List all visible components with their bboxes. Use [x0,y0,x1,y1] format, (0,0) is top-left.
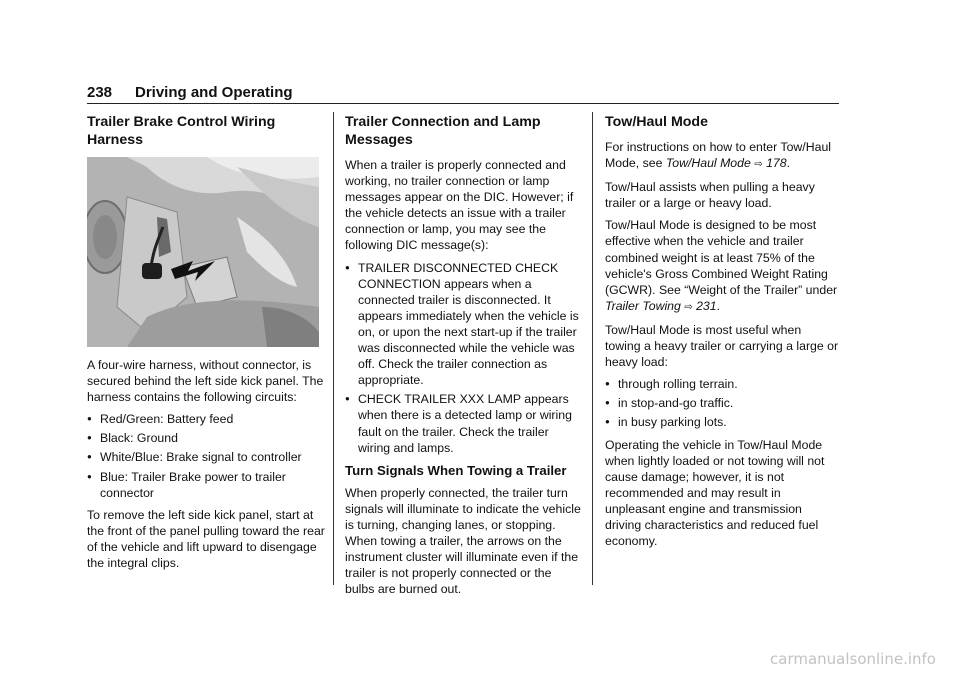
heading-turn-signals: Turn Signals When Towing a Trailer [345,462,567,478]
xref-link[interactable]: Trailer Towing [605,298,681,313]
xref-link[interactable]: Tow/Haul Mode [665,156,751,171]
column-divider [333,112,334,585]
section-title: Driving and Operating [135,84,293,101]
list-item: ● TRAILER DISCONNECTED CHECK CONNECTION appears when a connected trailer is disconnected. It appears immediately when the vehicle is on, or upon the next start-up if the trailer was disconnected while the vehicle was off. Check the trailer connection as appropriate. [345,260,583,389]
list-item: ● through rolling terrain. [605,376,839,392]
list-item: ● CHECK TRAILER XXX LAMP appears when there is a detected lamp or wiring fault on the trailer. Check the trailer wiring and lamps. [345,391,583,455]
tow-haul-design: Tow/Haul Mode is designed to be most effective when the vehicle and trailer combined weight is at least 75% of the vehicle's Gross Combined Weight Rating (GCWR). See “Weight of the Trailer” under Trailer Towing ⇨ 231. [605,218,838,313]
watermark: carmanualsonline.info [770,650,936,668]
list-item: ● White/Blue: Brake signal to controller [87,449,325,465]
page-ref-icon: ⇨ [754,159,763,171]
dic-message-list [345,260,583,456]
kick-panel-illustration [87,157,319,347]
xref-page[interactable]: 178 [766,156,787,171]
list-item: ● in busy parking lots. [605,414,839,430]
conditions-list [605,376,839,430]
removal-instructions: To remove the left side kick panel, start at the front of the panel pulling toward the rear of the vehicle and lift upward to disengage the integral clips. [87,507,325,571]
page-ref-icon: ⇨ [684,301,693,313]
lamp-intro: When a trailer is properly connected and working, no trailer connection or lamp messages appear on the DIC. However; if the vehicle detects an issue with a trailer connection or lamp, you may see the following DIC message(s): [345,158,574,253]
xref-page[interactable]: 231 [696,298,717,313]
tow-haul-useful: Tow/Haul Mode is most useful when towing a heavy trailer or carrying a large or heavy load: [605,322,839,370]
text-run: For instructions on how to enter Tow/Haul Mode, see [605,140,832,171]
page-header [87,84,839,104]
column-wiring-harness [87,113,325,577]
heading-tow-haul: Tow/Haul Mode [605,114,708,130]
page-number: 238 [87,84,113,101]
harness-intro: A four-wire harness, without connector, is secured behind the left side kick panel. The harness contains the following circuits: [87,358,324,405]
list-item: ● in stop-and-go traffic. [605,395,839,411]
turn-signal-text: When properly connected, the trailer turn signals will illuminate to indicate the vehicle is turning, changing lanes, or stopping. When towing a trailer, the arrows on the instrument cluster will illuminate even if the trailer is not properly connected or the bulbs are burned out. [345,485,581,597]
column-lamp-messages [345,113,583,603]
header-rule [87,103,839,104]
column-divider [592,112,593,585]
circuit-list [87,411,325,500]
list-item: ● Blue: Trailer Brake power to trailer connector [87,469,325,501]
list-item: ● Red/Green: Battery feed [87,411,325,427]
heading-wiring-harness: Trailer Brake Control Wiring Harness [87,114,276,148]
tow-haul-assist: Tow/Haul assists when pulling a heavy trailer or a large or heavy load. [605,180,815,211]
tow-haul-warning: Operating the vehicle in Tow/Haul Mode when lightly loaded or not towing will not cause damage; however, it is not recommended and may result in unpleasant engine and transmission driving characteristics and reduced fuel economy. [605,437,825,549]
list-item: ● Black: Ground [87,430,325,446]
heading-lamp-messages: Trailer Connection and Lamp Messages [345,114,541,148]
text-run: Tow/Haul Mode is designed to be most effective when the vehicle and trailer combined weight is at least 75% of the vehicle's Gross Combined Weight Rating (GCWR). See “Weight of the Trailer” under [605,218,838,297]
column-tow-haul [605,113,839,555]
tow-haul-instructions: For instructions on how to enter Tow/Haul Mode, see Tow/Haul Mode ⇨ 178. [605,140,832,171]
